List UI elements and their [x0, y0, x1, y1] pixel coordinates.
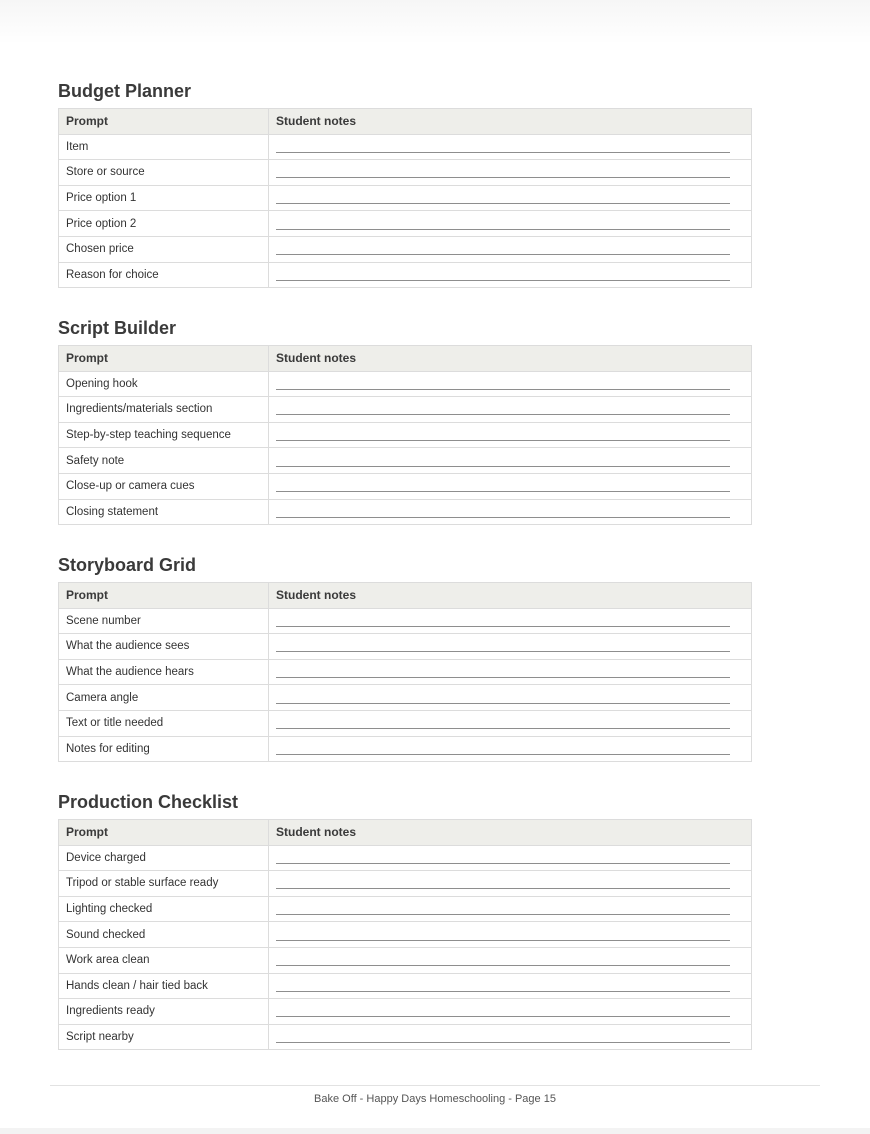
student-notes-cell[interactable] — [269, 736, 752, 762]
prompt-cell: Opening hook — [59, 371, 269, 397]
writing-line — [276, 965, 730, 966]
prompt-cell: Tripod or stable surface ready — [59, 871, 269, 897]
table-header-row — [59, 346, 752, 372]
writing-line — [276, 152, 730, 153]
prompt-cell: Camera angle — [59, 685, 269, 711]
writing-line — [276, 1016, 730, 1017]
student-notes-cell[interactable] — [269, 160, 752, 186]
student-notes-cell[interactable] — [269, 262, 752, 288]
notes-table — [58, 819, 752, 1050]
writing-line — [276, 414, 730, 415]
table-row — [59, 499, 752, 525]
prompt-cell: Price option 1 — [59, 185, 269, 211]
writing-line — [276, 280, 730, 281]
table-row — [59, 160, 752, 186]
writing-line — [276, 728, 730, 729]
notes-column-header: Student notes — [269, 109, 752, 135]
student-notes-cell[interactable] — [269, 473, 752, 499]
writing-line — [276, 677, 730, 678]
student-notes-cell[interactable] — [269, 236, 752, 262]
table-row — [59, 473, 752, 499]
student-notes-cell[interactable] — [269, 999, 752, 1025]
section-budget-planner — [58, 80, 751, 288]
prompt-cell: Price option 2 — [59, 211, 269, 237]
student-notes-cell[interactable] — [269, 608, 752, 634]
section-title: Production Checklist — [58, 792, 239, 812]
student-notes-cell[interactable] — [269, 947, 752, 973]
writing-line — [276, 491, 730, 492]
table-row — [59, 1024, 752, 1050]
prompt-column-header: Prompt — [59, 346, 269, 372]
prompt-cell: Reason for choice — [59, 262, 269, 288]
table-row — [59, 845, 752, 871]
writing-line — [276, 177, 730, 178]
writing-line — [276, 991, 730, 992]
table-header-row — [59, 820, 752, 846]
table-row — [59, 448, 752, 474]
prompt-column-header: Prompt — [59, 583, 269, 609]
notes-table — [58, 108, 752, 288]
notes-table — [58, 582, 752, 762]
student-notes-cell[interactable] — [269, 871, 752, 897]
table-row — [59, 685, 752, 711]
writing-line — [276, 517, 730, 518]
student-notes-cell[interactable] — [269, 185, 752, 211]
prompt-cell: What the audience sees — [59, 634, 269, 660]
writing-line — [276, 389, 730, 390]
footer-divider — [50, 1085, 820, 1086]
writing-line — [276, 440, 730, 441]
writing-line — [276, 1042, 730, 1043]
student-notes-cell[interactable] — [269, 922, 752, 948]
notes-column-header: Student notes — [269, 346, 752, 372]
prompt-cell: Safety note — [59, 448, 269, 474]
writing-line — [276, 203, 730, 204]
student-notes-cell[interactable] — [269, 710, 752, 736]
writing-line — [276, 626, 730, 627]
section-title: Storyboard Grid — [58, 555, 197, 575]
table-row — [59, 634, 752, 660]
table-row — [59, 947, 752, 973]
section-storyboard-grid — [58, 554, 751, 762]
writing-line — [276, 703, 730, 704]
table-header-row — [59, 583, 752, 609]
page-bottom-shade — [0, 1128, 870, 1134]
page-footer: Bake Off - Happy Days Homeschooling - Page 15 — [314, 1093, 556, 1105]
student-notes-cell[interactable] — [269, 896, 752, 922]
prompt-column-header: Prompt — [59, 109, 269, 135]
writing-line — [276, 466, 730, 467]
writing-line — [276, 863, 730, 864]
prompt-cell: Scene number — [59, 608, 269, 634]
prompt-cell: Lighting checked — [59, 896, 269, 922]
table-header-row — [59, 109, 752, 135]
prompt-cell: Item — [59, 134, 269, 160]
prompt-cell: Close-up or camera cues — [59, 473, 269, 499]
writing-line — [276, 888, 730, 889]
student-notes-cell[interactable] — [269, 1024, 752, 1050]
prompt-cell: Chosen price — [59, 236, 269, 262]
table-row — [59, 871, 752, 897]
table-row — [59, 659, 752, 685]
student-notes-cell[interactable] — [269, 422, 752, 448]
writing-line — [276, 254, 730, 255]
prompt-cell: Sound checked — [59, 922, 269, 948]
student-notes-cell[interactable] — [269, 685, 752, 711]
student-notes-cell[interactable] — [269, 659, 752, 685]
section-production-checklist — [58, 791, 751, 1050]
writing-line — [276, 229, 730, 230]
table-row — [59, 999, 752, 1025]
prompt-cell: Text or title needed — [59, 710, 269, 736]
prompt-cell: Script nearby — [59, 1024, 269, 1050]
writing-line — [276, 754, 730, 755]
prompt-cell: Ingredients/materials section — [59, 397, 269, 423]
table-row — [59, 736, 752, 762]
table-row — [59, 236, 752, 262]
student-notes-cell[interactable] — [269, 973, 752, 999]
table-row — [59, 922, 752, 948]
student-notes-cell[interactable] — [269, 134, 752, 160]
page-top-shade — [0, 0, 870, 44]
student-notes-cell[interactable] — [269, 211, 752, 237]
prompt-cell: Ingredients ready — [59, 999, 269, 1025]
section-title: Budget Planner — [58, 81, 192, 101]
student-notes-cell[interactable] — [269, 845, 752, 871]
table-row — [59, 262, 752, 288]
prompt-cell: Device charged — [59, 845, 269, 871]
table-row — [59, 371, 752, 397]
table-row — [59, 973, 752, 999]
prompt-cell: Hands clean / hair tied back — [59, 973, 269, 999]
writing-line — [276, 940, 730, 941]
notes-column-header: Student notes — [269, 820, 752, 846]
section-title: Script Builder — [58, 318, 177, 338]
prompt-cell: Store or source — [59, 160, 269, 186]
notes-table — [58, 345, 752, 525]
prompt-cell: Notes for editing — [59, 736, 269, 762]
table-row — [59, 185, 752, 211]
table-row — [59, 422, 752, 448]
prompt-cell: Step-by-step teaching sequence — [59, 422, 269, 448]
prompt-column-header: Prompt — [59, 820, 269, 846]
student-notes-cell[interactable] — [269, 499, 752, 525]
prompt-cell: What the audience hears — [59, 659, 269, 685]
prompt-cell: Closing statement — [59, 499, 269, 525]
table-row — [59, 211, 752, 237]
table-row — [59, 896, 752, 922]
prompt-cell: Work area clean — [59, 947, 269, 973]
student-notes-cell[interactable] — [269, 634, 752, 660]
writing-line — [276, 651, 730, 652]
table-row — [59, 710, 752, 736]
student-notes-cell[interactable] — [269, 371, 752, 397]
writing-line — [276, 914, 730, 915]
table-row — [59, 134, 752, 160]
section-script-builder — [58, 317, 751, 525]
notes-column-header: Student notes — [269, 583, 752, 609]
table-row — [59, 608, 752, 634]
table-row — [59, 397, 752, 423]
student-notes-cell[interactable] — [269, 397, 752, 423]
student-notes-cell[interactable] — [269, 448, 752, 474]
